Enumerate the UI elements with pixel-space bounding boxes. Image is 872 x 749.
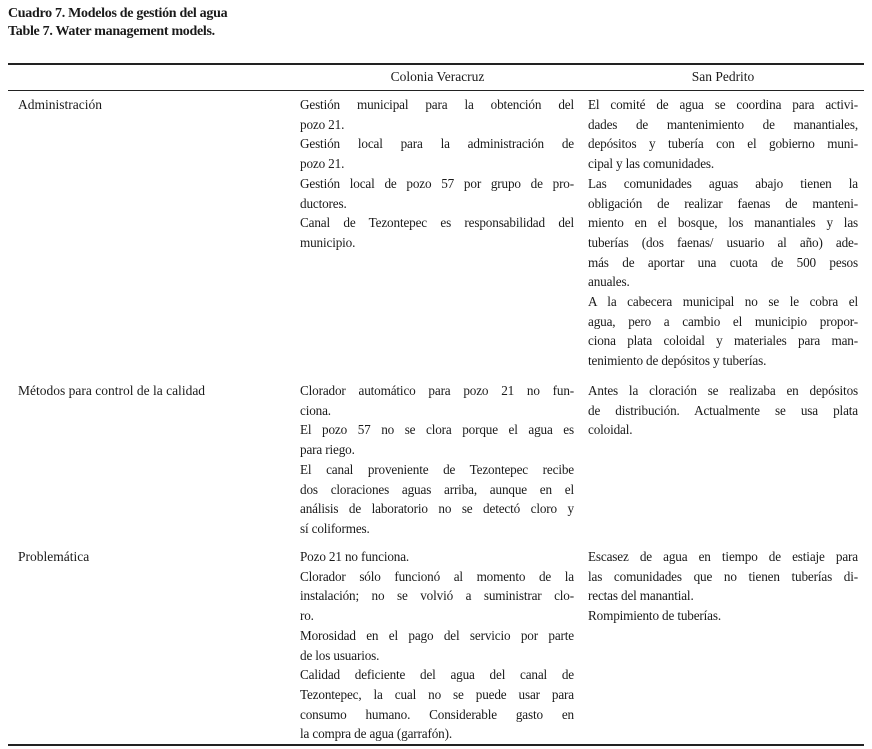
- cell-text-line: consumo humano. Considerable gasto en: [300, 706, 574, 722]
- cell-text-line: rectas del manantial.: [588, 588, 694, 604]
- cell-text-line: sí coliformes.: [300, 520, 370, 536]
- cell-text-line: Las comunidades aguas abajo tienen la: [588, 175, 858, 191]
- cell-text-line: Canal de Tezontepec es responsabilidad del: [300, 215, 574, 231]
- cell-text-line: ductores.: [300, 195, 347, 211]
- cell-text-line: análisis de laboratorio no se detectó cloro y: [300, 501, 574, 517]
- cell-text-line: ciona plata coloidal y materiales para man-: [588, 333, 858, 349]
- cell-text-line: coloidal.: [588, 422, 633, 438]
- cell-san-pedrito: [588, 95, 858, 371]
- cell-text-line: de distribución. Actualmente se usa plata: [588, 402, 858, 418]
- cell-text-line: instalación; no se volvió a suministrar clo-: [300, 588, 574, 604]
- cell-text-line: miento en el bosque, los manantiales y las: [588, 215, 858, 231]
- cell-text-line: Gestión local para la administración de: [300, 136, 574, 152]
- cell-text-line: tuberías (dos faenas/ usuario al año) ade-: [588, 234, 858, 250]
- cell-text-line: la compra de agua (garrafón).: [300, 726, 452, 742]
- header-rule: [8, 90, 864, 91]
- cell-text-line: dos cloraciones aguas arriba, aunque en el: [300, 481, 574, 497]
- cell-text-line: Morosidad en el pago del servicio por parte: [300, 627, 574, 643]
- cell-text-line: las comunidades que no tienen tuberías di-: [588, 568, 858, 584]
- cell-colonia-veracruz: [300, 547, 574, 744]
- table-title-spanish: Cuadro 7. Modelos de gestión del agua: [8, 6, 228, 21]
- cell-text-line: depósitos y tubería con el gobierno muni-: [588, 136, 858, 152]
- cell-text-line: para riego.: [300, 442, 355, 458]
- cell-text-line: tenimiento de depósitos y tuberías.: [588, 353, 767, 369]
- cell-text-line: El comité de agua se coordina para activi-: [588, 97, 858, 112]
- row-label: Administración: [18, 97, 102, 112]
- cell-text-line: Pozo 21 no funciona.: [300, 549, 410, 564]
- table-title-english: Table 7. Water management models.: [8, 24, 215, 39]
- cell-text-line: ro.: [300, 608, 314, 624]
- cell-text-line: Rompimiento de tuberías.: [588, 608, 722, 624]
- cell-text-line: Escasez de agua en tiempo de estiaje para: [588, 549, 858, 564]
- cell-text-line: agua, pero a cambio el municipio propor-: [588, 313, 858, 329]
- cell-text-line: ciona.: [300, 402, 331, 418]
- row-label: Métodos para control de la calidad: [18, 383, 206, 398]
- cell-text-line: Gestión municipal para la obtención del: [300, 97, 574, 112]
- cell-text-line: El pozo 57 no se clora porque el agua es: [300, 422, 574, 438]
- header-colonia-veracruz: Colonia Veracruz: [390, 69, 485, 84]
- cell-text-line: A la cabecera municipal no se le cobra el: [588, 294, 858, 310]
- cell-colonia-veracruz: [300, 381, 574, 539]
- top-rule: [8, 63, 864, 65]
- cell-text-line: dades de mantenimiento de manantiales,: [588, 116, 858, 132]
- cell-text-line: Calidad deficiente del agua del canal de: [300, 667, 574, 683]
- cell-text-line: de los usuarios.: [300, 647, 380, 663]
- cell-text-line: Gestión local de pozo 57 por grupo de pro-: [300, 175, 574, 191]
- cell-text-line: El canal proveniente de Tezontepec recibe: [300, 461, 574, 477]
- cell-text-line: Tezontepec, la cual no se puede usar para: [300, 686, 574, 702]
- row-label: Problemática: [18, 549, 90, 564]
- cell-text-line: Clorador sólo funcionó al momento de la: [300, 568, 574, 584]
- cell-text-line: obligación de realizar faenas de manteni-: [588, 195, 858, 211]
- bottom-rule: [8, 744, 864, 746]
- cell-text-line: más de aportar una cuota de 500 pesos: [588, 254, 858, 270]
- cell-san-pedrito: [588, 381, 858, 440]
- cell-text-line: cipal y las comunidades.: [588, 156, 715, 172]
- cell-colonia-veracruz: [300, 95, 574, 253]
- cell-text-line: pozo 21.: [300, 156, 345, 172]
- cell-text-line: pozo 21.: [300, 116, 345, 132]
- cell-san-pedrito: [588, 547, 858, 626]
- cell-text-line: anuales.: [588, 274, 630, 290]
- header-san-pedrito: San Pedrito: [691, 69, 755, 84]
- cell-text-line: Antes la cloración se realizaba en depósitos: [588, 383, 858, 398]
- cell-text-line: Clorador automático para pozo 21 no fun-: [300, 383, 574, 398]
- cell-text-line: municipio.: [300, 234, 356, 250]
